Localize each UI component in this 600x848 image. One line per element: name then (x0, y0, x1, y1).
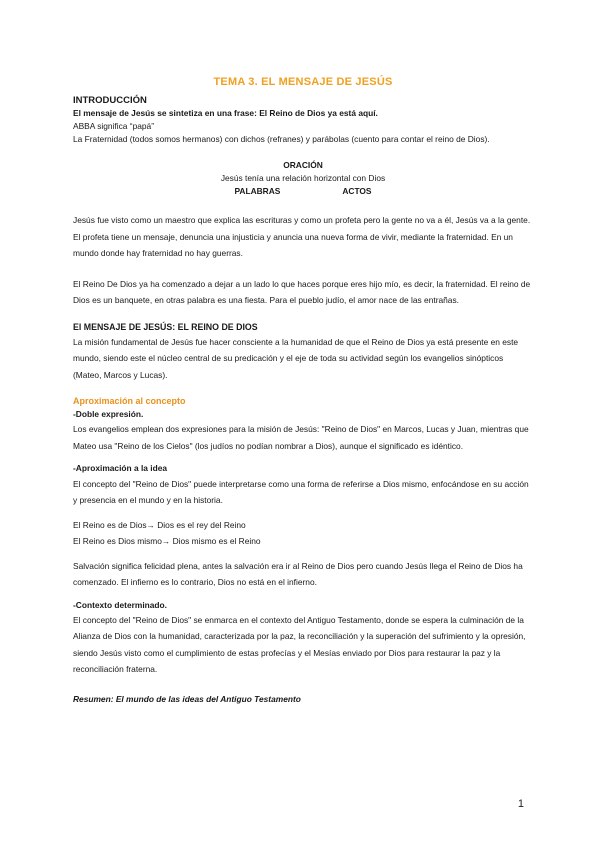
section-heading: El MENSAJE DE JESÚS: EL REINO DE DIOS (73, 321, 258, 332)
intro-line-1: El mensaje de Jesús se sintetiza en una frase: El Reino de Dios ya está aquí. (73, 108, 378, 118)
doble-text: Los evangelios emplean dos expresiones para la misión de Jesús: "Reino de Dios" en Marcos, Lucas y Juan, mientras que Mateo usa "Reino de los Cielos" (los judíos no podían nombrar a Dios), aunque el significado es idéntico. (73, 424, 529, 451)
page-number: 1 (517, 798, 524, 810)
paragraph-reino: El Reino De Dios ya ha comenzado a dejar a un lado lo que haces porque eres hijo mío, es decir, la fraternidad. El reino de Dios es un banquete, en otras palabra es una fiesta. Para el pueblo judío, el amor nace de las entrañas. (73, 278, 531, 306)
idea-text: El concepto del "Reino de Dios" puede interpretarse como una forma de referirse a Dios mismo, enfocándose en su acción y presencia en el mundo y en la historia. (73, 478, 529, 506)
oracion-heading: ORACIÓN (283, 159, 323, 170)
aproximacion-heading: Aproximación al concepto (73, 396, 186, 407)
idea-heading: -Aproximación a la idea (73, 463, 168, 474)
oracion-subtitle: Jesús tenía una relación horizontal con Dios (220, 172, 386, 183)
arrow-line-2: El Reino es Dios mismo→ Dios mismo es el Reino (73, 536, 261, 547)
intro-heading: INTRODUCCIÓN (73, 95, 147, 106)
intro-line-2: ABBA significa “papá” (73, 121, 155, 132)
page-content (73, 76, 533, 713)
resumen-line: Resumen: El mundo de las ideas del Antiguo Testamento (73, 694, 301, 705)
arrow-line-1: El Reino es de Dios→ Dios es el rey del Reino (73, 519, 246, 530)
contexto-text: El concepto del "Reino de Dios" se enmarca en el contexto del Antiguo Testamento, donde se espera la culminación de la Alianza de Dios con la humanidad, caracterizada por la paz, la reconciliación y la superación del sufrimiento y la opresión, siendo Jesús visto como el cumplimiento de estas profecías y el Mesías enviado por Dios para restaurar la paz y la reconciliación fraterna. (73, 614, 526, 675)
word-palabras: PALABRAS (234, 186, 281, 197)
page-title: TEMA 3. EL MENSAJE DE JESÚS (213, 76, 393, 88)
doble-heading: -Doble expresión. (73, 409, 144, 420)
intro-line-3: La Fraternidad (todos somos hermanos) con dichos (refranes) y parábolas (cuento para contar el reino de Dios). (73, 134, 490, 145)
section-text: La misión fundamental de Jesús fue hacer consciente a la humanidad de que el Reino de Dios ya está presente en este mundo, siendo este el núcleo central de su predicación y el eje de toda su actividad según los evangelios sinópticos (Mateo, Marcos y Lucas). (73, 336, 519, 380)
oracion-words (73, 185, 533, 198)
paragraph-profeta: Jesús fue visto como un maestro que explica las escrituras y como un profeta pero la gente no va a él, Jesús va a la gente. El profeta tiene un mensaje, denuncia una injusticia y anuncia una nueva forma de vivir, mediante la fraternidad. En un mundo donde hay fraternidad no hay guerras. (73, 215, 531, 259)
salvacion-text: Salvación significa felicidad plena, antes la salvación era ir al Reino de Dios pero cuando Jesús llega el Reino de Dios ha comenzado. El infierno es lo contrario, Dios no está en el infierno. (73, 560, 523, 588)
contexto-heading: -Contexto determinado. (73, 599, 167, 610)
word-actos: ACTOS (342, 186, 372, 197)
